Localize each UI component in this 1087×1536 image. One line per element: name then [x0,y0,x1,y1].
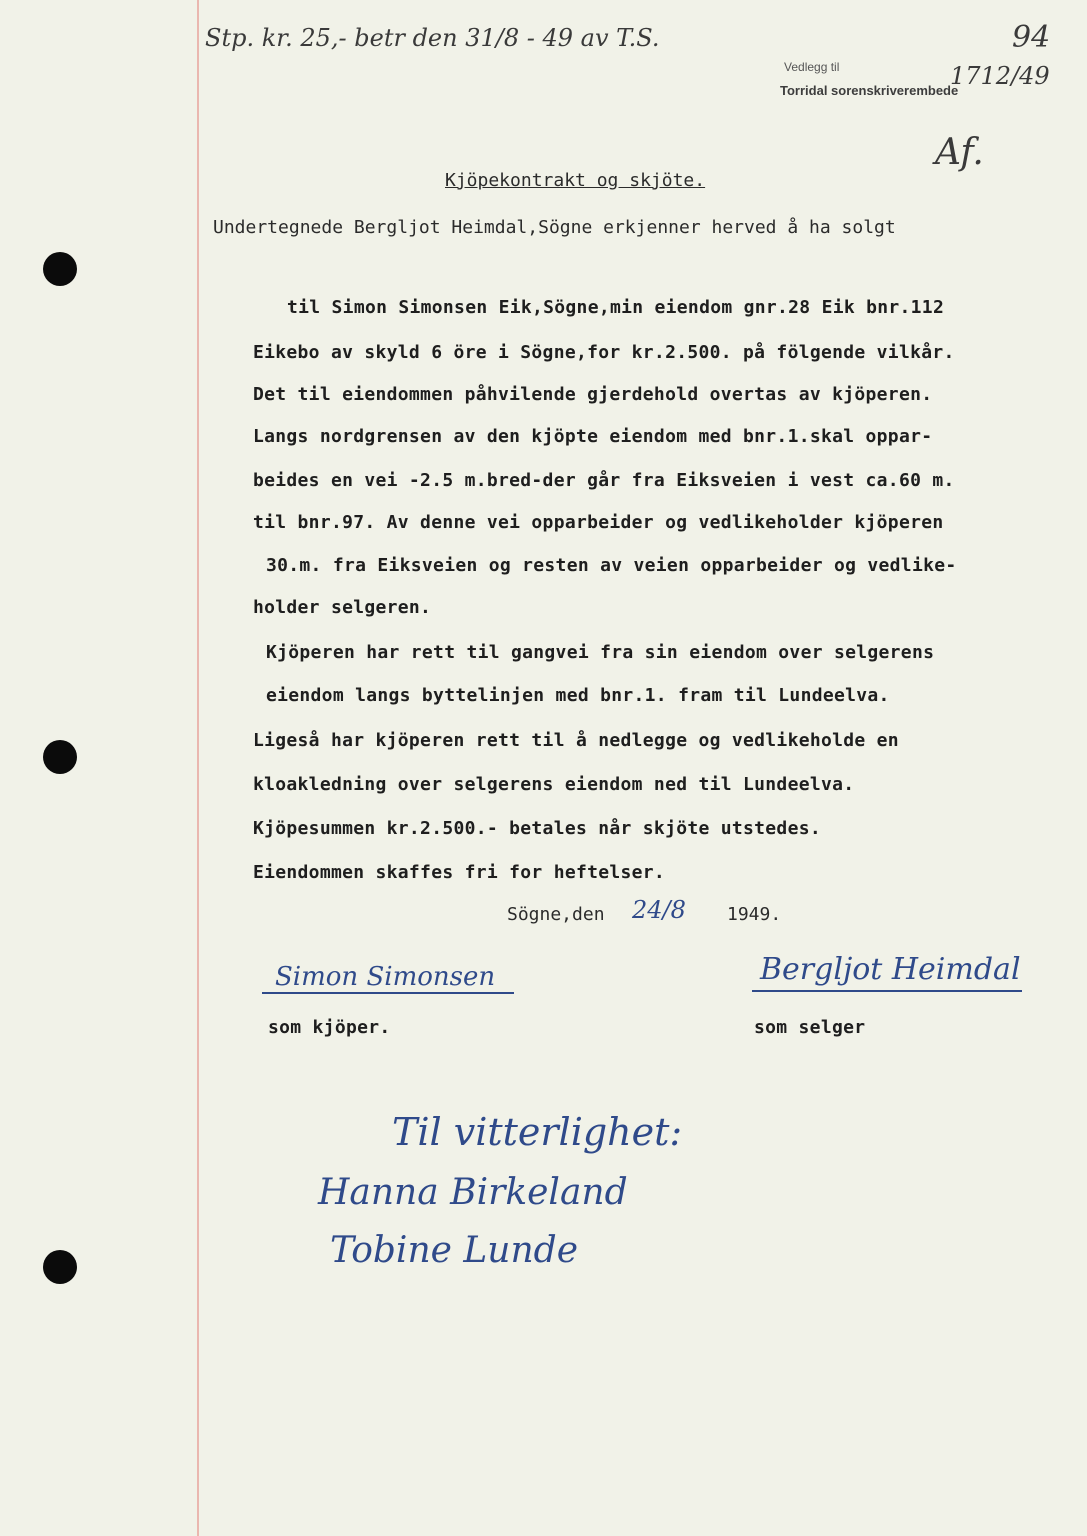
body-line-6: til bnr.97. Av denne vei opparbeider og vedlikeholder kjöperen [253,512,944,533]
buyer-signature: Simon Simonsen [275,962,496,992]
margin-line [197,0,199,1536]
stamp-line-2: Torridal sorenskriverembede [780,83,959,98]
body-line-14: Eiendommen skaffes fri for heftelser. [253,862,666,883]
body-line-9: Kjöperen har rett til gangvei fra sin eiendom over selgerens [266,642,935,663]
body-line-12: kloakledning over selgerens eiendom ned til Lundeelva. [253,774,855,795]
seller-signature: Bergljot Heimdal [760,952,1021,987]
buyer-signature-underline [262,992,514,994]
body-line-8: holder selgeren. [253,597,432,618]
seller-signature-underline [752,990,1022,992]
body-line-10: eiendom langs byttelinjen med bnr.1. fram til Lundeelva. [266,685,890,706]
punch-hole-top [43,252,77,286]
body-line-13: Kjöpesummen kr.2.500.- betales når skjöte utstedes. [253,818,821,839]
body-line-3: Det til eiendommen påhvilende gjerdehold overtas av kjöperen. [253,384,933,405]
initials: Af. [935,132,984,173]
body-line-2: Eikebo av skyld 6 öre i Sögne,for kr.2.500. på fölgende vilkår. [253,342,955,363]
witness-heading: Til vitterlighet: [392,1110,683,1154]
witness-1-signature: Hanna Birkeland [318,1172,628,1213]
punch-hole-bottom [43,1250,77,1284]
handwritten-date: 24/8 [632,896,686,924]
place-date: Sögne,den [507,904,605,925]
buyer-role: som kjöper. [268,1017,391,1038]
body-line-4: Langs nordgrensen av den kjöpte eiendom med bnr.1.skal oppar- [253,426,933,447]
document-title: Kjöpekontrakt og skjöte. [445,170,706,191]
page-number: 94 [1012,20,1051,55]
handwritten-stamp-note: Stp. kr. 25,- betr den 31/8 - 49 av T.S. [205,24,660,52]
body-line-1: til Simon Simonsen Eik,Sögne,min eiendom gnr.28 Eik bnr.112 [287,297,945,318]
witness-2-signature: Tobine Lunde [330,1230,579,1271]
year: 1949. [727,904,782,925]
body-line-7: 30.m. fra Eiksveien og resten av veien opparbeider og vedlike- [266,555,957,576]
stamp-line-1: Vedlegg til [784,60,840,74]
punch-hole-middle [43,740,77,774]
record-number: 1712/49 [950,62,1050,90]
body-line-11: Ligeså har kjöperen rett til å nedlegge og vedlikeholde en [253,730,899,751]
intro-line: Undertegnede Bergljot Heimdal,Sögne erkjenner herved å ha solgt [213,217,896,238]
seller-role: som selger [754,1017,866,1038]
body-line-5: beides en vei -2.5 m.bred-der går fra Eiksveien i vest ca.60 m. [253,470,955,491]
